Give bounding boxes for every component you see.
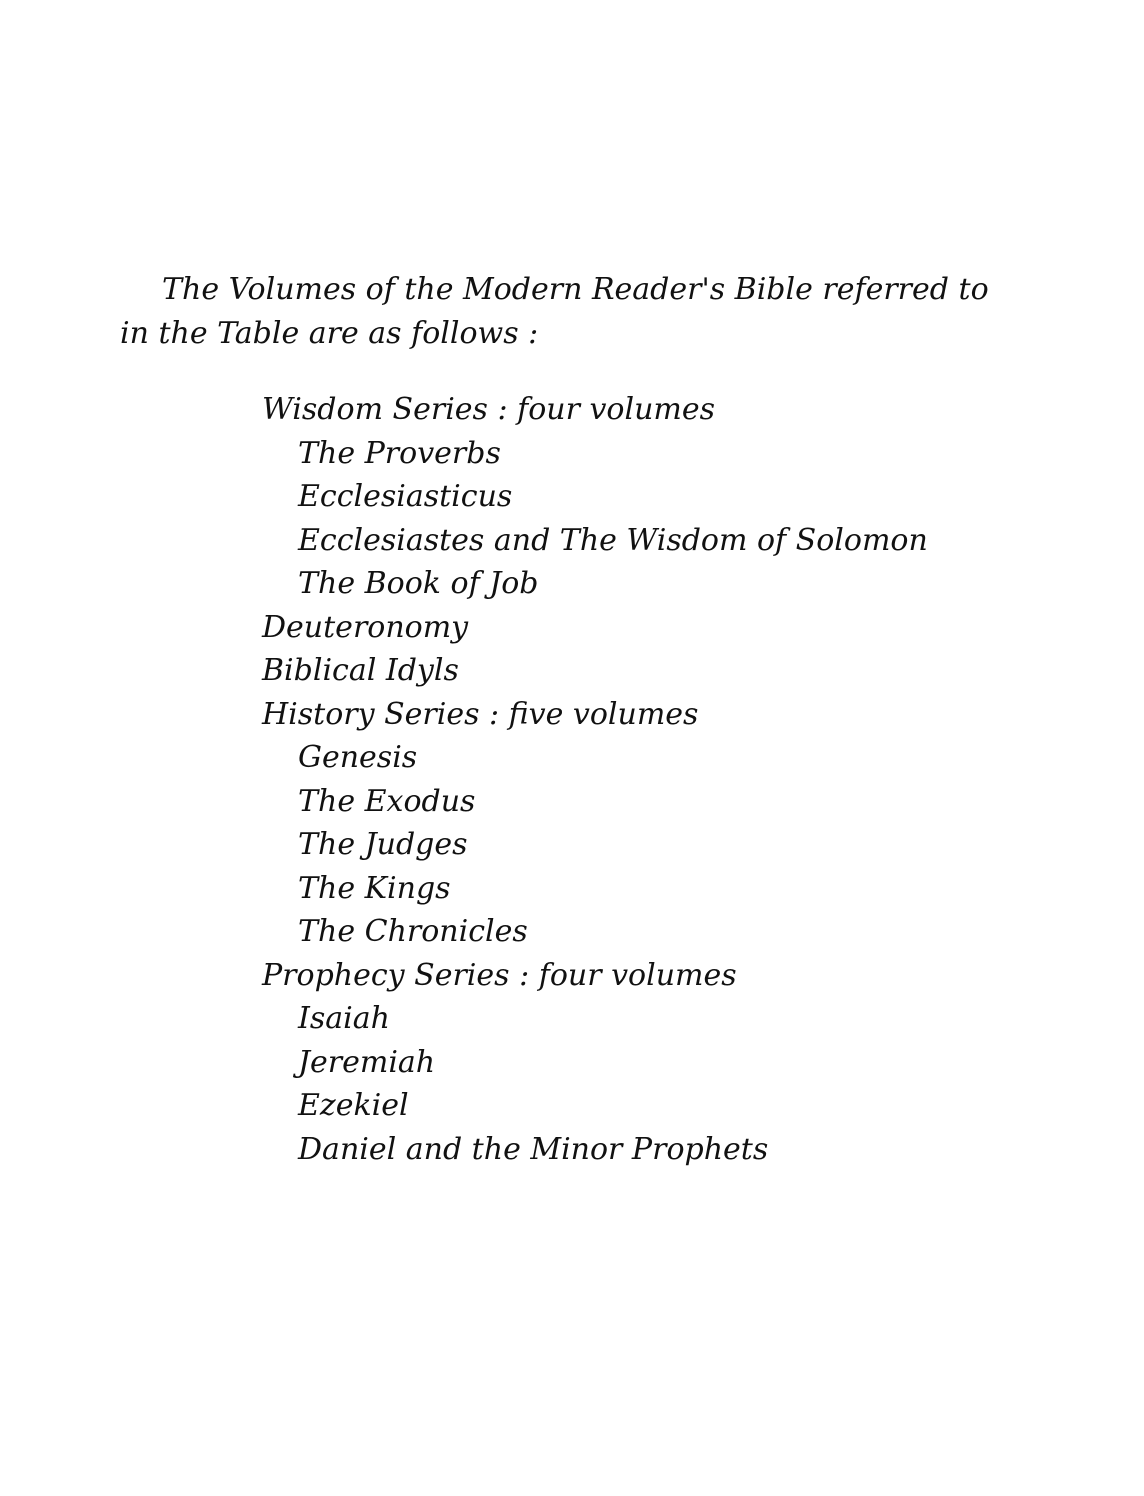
volume-item-genesis: Genesis	[298, 740, 418, 775]
volume-item-daniel-minor-prophets: Daniel and the Minor Prophets	[298, 1131, 769, 1167]
volume-item-judges: The Judges	[298, 827, 468, 862]
volume-item-proverbs: The Proverbs	[298, 435, 501, 471]
volume-item-isaiah: Isaiah	[298, 1001, 390, 1036]
volume-item-kings: The Kings	[298, 870, 451, 906]
intro-paragraph	[120, 268, 1040, 356]
volume-item-book-of-job: The Book of Job	[298, 566, 539, 601]
volume-item-ecclesiasticus: Ecclesiasticus	[298, 479, 513, 514]
volume-item-biblical-idyls: Biblical Idyls	[262, 653, 459, 688]
intro-line-2: in the Table are as follows :	[120, 316, 539, 351]
series-heading-wisdom: Wisdom Series : four volumes	[262, 392, 716, 427]
series-heading-prophecy: Prophecy Series : four volumes	[262, 957, 737, 993]
volume-item-exodus: The Exodus	[298, 783, 476, 819]
volume-list	[262, 388, 928, 1171]
intro-line-1: The Volumes of the Modern Reader's Bible referred to	[162, 272, 989, 307]
series-heading-history: History Series : five volumes	[262, 696, 699, 732]
volume-item-chronicles: The Chronicles	[298, 914, 528, 949]
volume-item-deuteronomy: Deuteronomy	[262, 609, 469, 645]
volume-item-ecclesiastes-wisdom-of-solomon: Ecclesiastes and The Wisdom of Solomon	[298, 522, 928, 558]
volume-item-jeremiah: Jeremiah	[298, 1044, 436, 1080]
volume-item-ezekiel: Ezekiel	[298, 1088, 409, 1123]
